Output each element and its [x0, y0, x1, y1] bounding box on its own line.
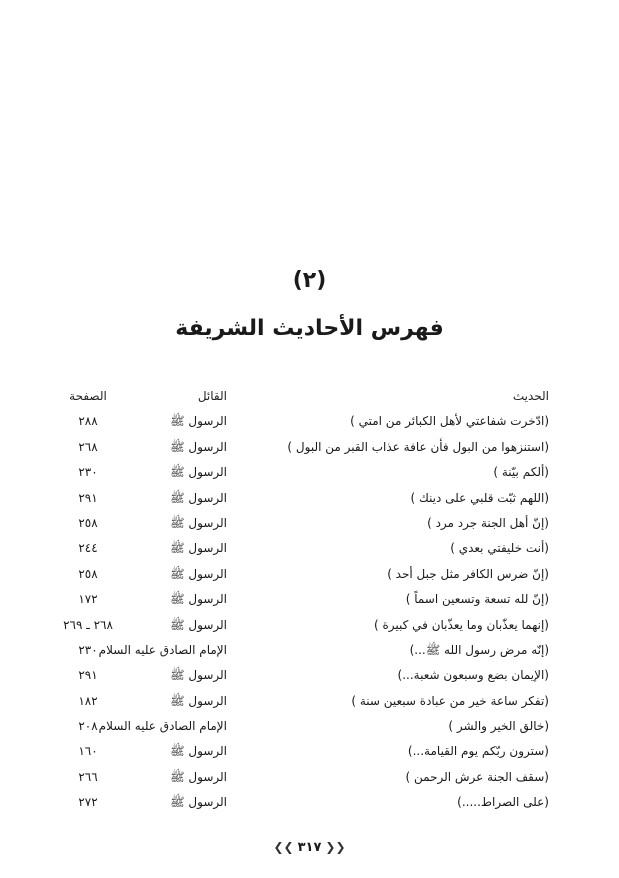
- header-speaker: القائل: [197, 389, 227, 403]
- page-cell: ٢٥٨: [78, 515, 98, 530]
- speaker-cell: الرسول ﷺ: [170, 744, 227, 759]
- speaker-cell: الرسول ﷺ: [170, 414, 227, 429]
- table-row: [0, 566, 619, 591]
- table-row: [0, 617, 619, 642]
- speaker-cell: الرسول ﷺ: [170, 541, 227, 556]
- speaker-cell: الإمام الصادق عليه السلام: [98, 719, 227, 734]
- hadith-cell: (خالق الخير والشر ): [448, 719, 549, 734]
- speaker-cell: الرسول ﷺ: [170, 668, 227, 683]
- table-row: [0, 439, 619, 464]
- hadith-cell: (ألكم بيّنة ): [493, 465, 549, 480]
- speaker-cell: الرسول ﷺ: [170, 515, 227, 530]
- hadith-cell: (سقف الجنة عرش الرحمن ): [405, 769, 549, 784]
- speaker-cell: الرسول ﷺ: [170, 490, 227, 505]
- page-cell: ١٨٢: [78, 693, 98, 708]
- page-cell: ٢٦٨: [78, 439, 98, 454]
- page-footer: [0, 840, 619, 855]
- page-number: ٣١٧: [297, 840, 322, 855]
- header-page: الصفحة: [69, 389, 107, 403]
- speaker-cell: الإمام الصادق عليه السلام: [98, 642, 227, 657]
- speaker-cell: الرسول ﷺ: [170, 439, 227, 454]
- hadith-cell: (إنهما يعذّبان وما يعذّبان في كبيرة ): [373, 617, 549, 632]
- page-cell: ٢٩١: [78, 490, 98, 505]
- speaker-cell: الرسول ﷺ: [170, 566, 227, 581]
- table-row: [0, 693, 619, 718]
- speaker-cell: الرسول ﷺ: [170, 795, 227, 810]
- page-cell: ٢٣٠: [78, 642, 98, 657]
- page-cell: ٢٨٨: [78, 414, 98, 429]
- hadith-cell: (تفكر ساعة خير من عبادة سبعين سنة ): [351, 693, 549, 708]
- page-cell: ٢٣٠: [78, 465, 98, 480]
- hadith-index-table: [0, 388, 619, 820]
- page-title: فهرس الأحاديث الشريفة: [175, 316, 444, 341]
- hadith-cell: (إنّ ضرس الكافر مثل جبل أحد ): [387, 566, 549, 581]
- ornament-left-icon: ❯❯: [273, 840, 294, 854]
- page-cell: ٢٤٤: [78, 541, 98, 556]
- page-cell: ١٦٠: [78, 744, 98, 759]
- table-row: [0, 769, 619, 794]
- table-row: [0, 718, 619, 743]
- hadith-cell: (الإيمان بضع وسبعون شعبة...): [397, 668, 549, 683]
- header-hadith: الحديث: [512, 389, 549, 403]
- hadith-cell: (إنّ أهل الجنة جرد مرد ): [427, 515, 549, 530]
- page-cell: ٢٦٨ ـ ٢٦٩: [63, 617, 113, 632]
- table-header-row: [0, 388, 619, 413]
- page-cell: ٢٥٨: [78, 566, 98, 581]
- table-row: [0, 667, 619, 692]
- hadith-cell: (اللهم ثبّت قلبي على دينك ): [410, 490, 549, 505]
- page-cell: ١٧٢: [78, 592, 98, 607]
- speaker-cell: الرسول ﷺ: [170, 769, 227, 784]
- table-row: [0, 743, 619, 768]
- speaker-cell: الرسول ﷺ: [170, 693, 227, 708]
- table-row: [0, 591, 619, 616]
- speaker-cell: الرسول ﷺ: [170, 617, 227, 632]
- page-cell: ٢٠٨: [78, 719, 98, 734]
- chapter-number: (٢): [292, 268, 327, 293]
- hadith-cell: (سترون ربّكم يوم القيامة...): [407, 744, 549, 759]
- speaker-cell: الرسول ﷺ: [170, 465, 227, 480]
- hadith-cell: (على الصراط.....): [457, 795, 549, 810]
- table-row: [0, 413, 619, 438]
- speaker-cell: الرسول ﷺ: [170, 592, 227, 607]
- hadith-cell: (أنت خليفتي بعدي ): [450, 541, 549, 556]
- hadith-cell: (ادّخرت شفاعتي لأهل الكبائر من امتي ): [350, 414, 549, 429]
- table-row: [0, 794, 619, 819]
- table-row: [0, 490, 619, 515]
- page-cell: ٢٩١: [78, 668, 98, 683]
- table-row: [0, 540, 619, 565]
- hadith-cell: (إنّه مرض رسول الله ﷺ...): [409, 642, 549, 657]
- table-row: [0, 642, 619, 667]
- hadith-cell: (استنزهوا من البول فأن عافة عذاب القبر من البول ): [287, 439, 549, 454]
- table-row: [0, 464, 619, 489]
- page-cell: ٢٦٦: [78, 769, 98, 784]
- table-row: [0, 515, 619, 540]
- page-cell: ٢٧٢: [78, 795, 98, 810]
- ornament-right-icon: ❮❮: [325, 840, 346, 854]
- hadith-cell: (إنّ لله تسعة وتسعين اسماً ): [405, 592, 549, 607]
